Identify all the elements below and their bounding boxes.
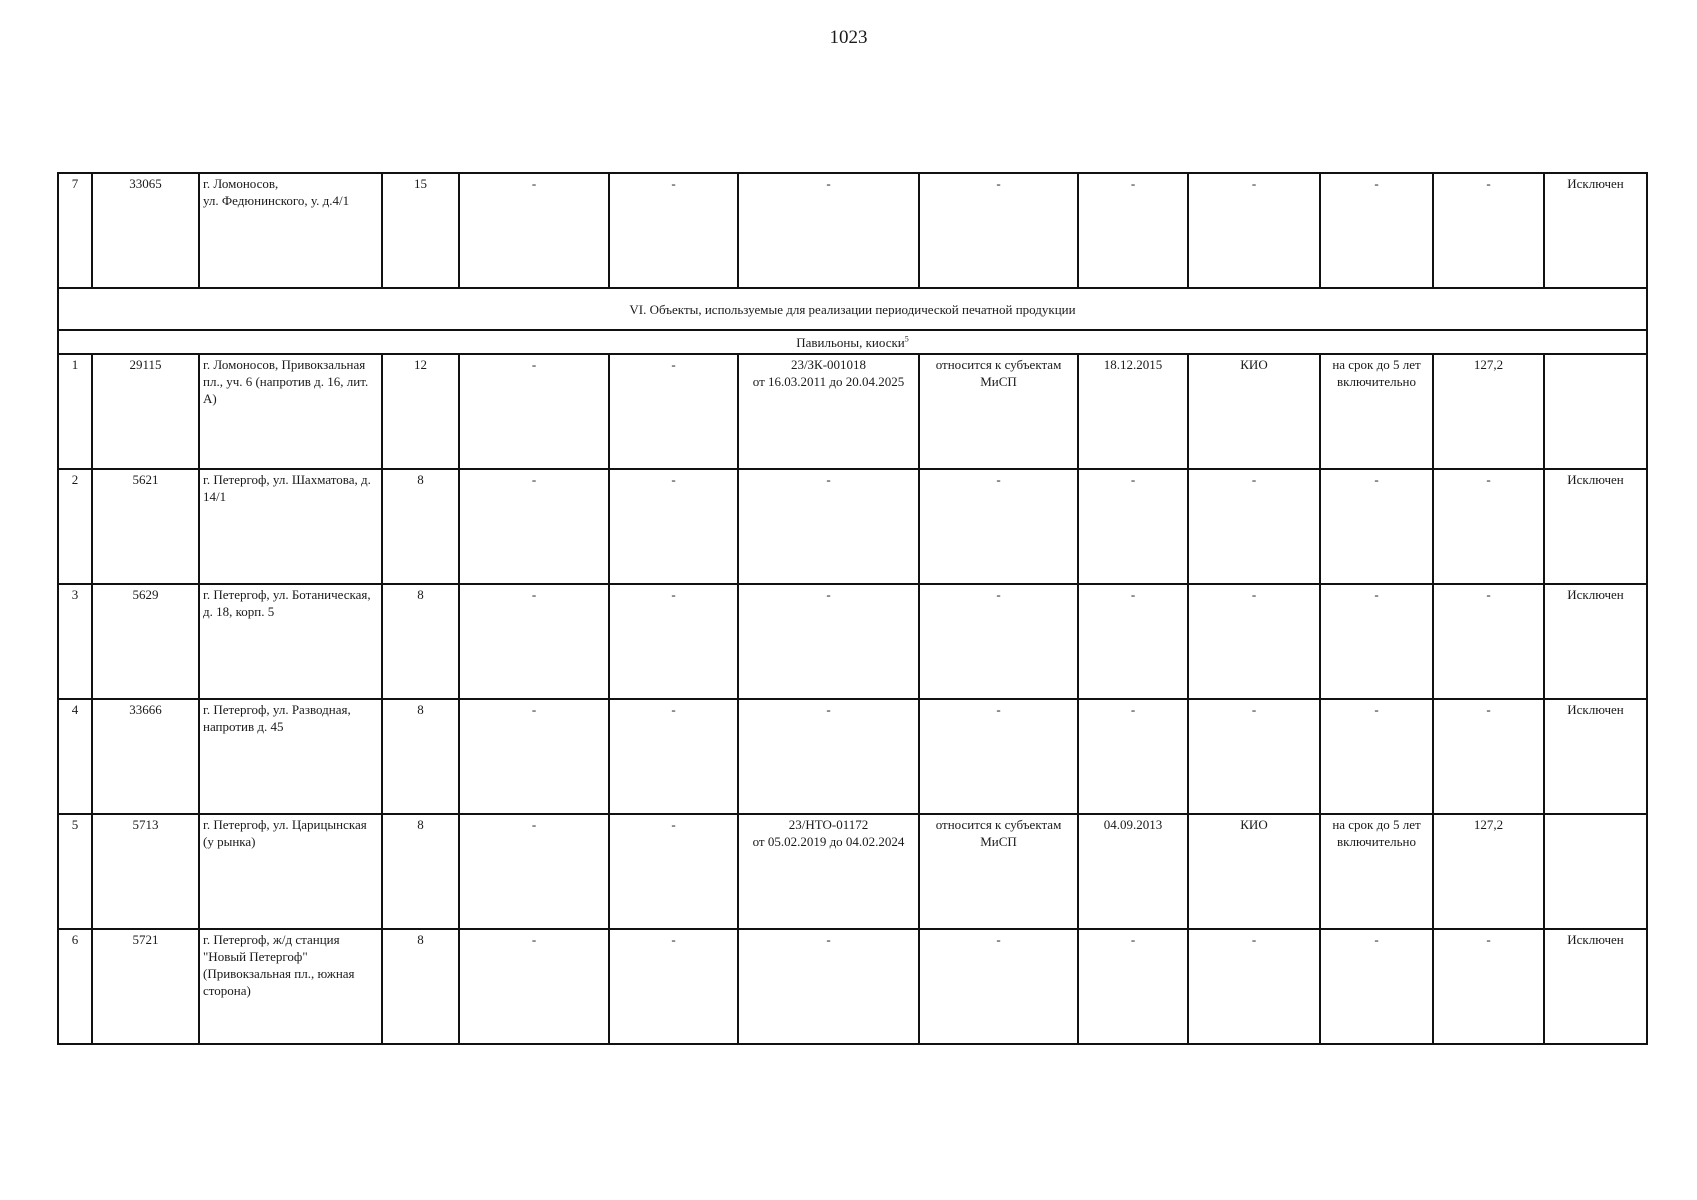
contract-cell: -: [738, 173, 919, 288]
area-cell: 8: [382, 699, 459, 814]
column-6-cell: -: [609, 354, 738, 469]
section-header-row: [58, 288, 1647, 330]
price-cell: -: [1433, 584, 1544, 699]
page-number: 1023: [829, 27, 868, 48]
date-cell: -: [1078, 699, 1188, 814]
column-5-cell: -: [459, 584, 609, 699]
note-cell: Исключен: [1544, 173, 1647, 288]
object-code-cell: 29115: [92, 354, 199, 469]
row-number-cell: 2: [58, 469, 92, 584]
table-row: [58, 584, 1647, 699]
organization-cell: -: [1188, 929, 1320, 1044]
organization-cell: КИО: [1188, 814, 1320, 929]
table-row: [58, 699, 1647, 814]
row-number-cell: 4: [58, 699, 92, 814]
object-code-cell: 5721: [92, 929, 199, 1044]
subsection-title-cell: [58, 330, 1647, 354]
smsp-status-cell: -: [919, 929, 1078, 1044]
column-5-cell: -: [459, 699, 609, 814]
address-cell: г. Ломоносов, ул. Федюнинского, у. д.4/1: [199, 173, 382, 288]
term-cell: на срок до 5 лет включительно: [1320, 814, 1433, 929]
price-cell: 127,2: [1433, 814, 1544, 929]
column-6-cell: -: [609, 173, 738, 288]
area-cell: 15: [382, 173, 459, 288]
term-cell: -: [1320, 173, 1433, 288]
contract-cell: 23/ЗК-001018 от 16.03.2011 до 20.04.2025: [738, 354, 919, 469]
section-block: [58, 288, 1647, 354]
term-cell: на срок до 5 лет включительно: [1320, 354, 1433, 469]
smsp-status-cell: относится к субъектам МиСП: [919, 354, 1078, 469]
term-cell: -: [1320, 929, 1433, 1044]
object-code-cell: 5713: [92, 814, 199, 929]
table-row: [58, 354, 1647, 469]
area-cell: 8: [382, 584, 459, 699]
subsection-title: Павильоны, киоски: [796, 334, 905, 350]
objects-table: [57, 172, 1648, 1045]
organization-cell: -: [1188, 699, 1320, 814]
price-cell: -: [1433, 173, 1544, 288]
address-cell: г. Петергоф, ул. Разводная, напротив д. 45: [199, 699, 382, 814]
object-code-cell: 33666: [92, 699, 199, 814]
date-cell: -: [1078, 173, 1188, 288]
column-5-cell: -: [459, 929, 609, 1044]
date-cell: -: [1078, 929, 1188, 1044]
subsection-footnote-mark: 5: [904, 334, 909, 344]
object-code-cell: 33065: [92, 173, 199, 288]
table-row: [58, 173, 1647, 288]
table-row: [58, 814, 1647, 929]
smsp-status-cell: -: [919, 699, 1078, 814]
row-number-cell: 7: [58, 173, 92, 288]
note-cell: [1544, 354, 1647, 469]
note-cell: Исключен: [1544, 584, 1647, 699]
organization-cell: -: [1188, 469, 1320, 584]
organization-cell: -: [1188, 173, 1320, 288]
row-number-cell: 1: [58, 354, 92, 469]
column-6-cell: -: [609, 814, 738, 929]
price-cell: 127,2: [1433, 354, 1544, 469]
smsp-status-cell: относится к субъектам МиСП: [919, 814, 1078, 929]
column-5-cell: -: [459, 814, 609, 929]
address-cell: г. Ломоносов, Привокзальная пл., уч. 6 (напротив д. 16, лит. А): [199, 354, 382, 469]
date-cell: -: [1078, 469, 1188, 584]
date-cell: -: [1078, 584, 1188, 699]
price-cell: -: [1433, 469, 1544, 584]
table-row: [58, 469, 1647, 584]
column-6-cell: -: [609, 469, 738, 584]
section-title: VI. Объекты, используемые для реализации периодической печатной продукции: [58, 288, 1647, 330]
column-6-cell: -: [609, 584, 738, 699]
column-6-cell: -: [609, 699, 738, 814]
term-cell: -: [1320, 699, 1433, 814]
note-cell: [1544, 814, 1647, 929]
smsp-status-cell: -: [919, 584, 1078, 699]
note-cell: Исключен: [1544, 699, 1647, 814]
subsection-header-row: [58, 330, 1647, 354]
column-5-cell: -: [459, 469, 609, 584]
table-row: [58, 929, 1647, 1044]
address-cell: г. Петергоф, ул. Царицынская (у рынка): [199, 814, 382, 929]
contract-cell: -: [738, 929, 919, 1044]
area-cell: 8: [382, 469, 459, 584]
contract-cell: -: [738, 699, 919, 814]
term-cell: -: [1320, 584, 1433, 699]
contract-cell: -: [738, 469, 919, 584]
contract-cell: -: [738, 584, 919, 699]
smsp-status-cell: -: [919, 469, 1078, 584]
address-cell: г. Петергоф, ул. Шахматова, д. 14/1: [199, 469, 382, 584]
note-cell: Исключен: [1544, 929, 1647, 1044]
address-cell: г. Петергоф, ж/д станция "Новый Петергоф" (Привокзальная пл., южная сторона): [199, 929, 382, 1044]
date-cell: 04.09.2013: [1078, 814, 1188, 929]
column-5-cell: -: [459, 173, 609, 288]
organization-cell: -: [1188, 584, 1320, 699]
table-body-main: [58, 354, 1647, 1044]
smsp-status-cell: -: [919, 173, 1078, 288]
table-body-top: [58, 173, 1647, 288]
area-cell: 8: [382, 929, 459, 1044]
area-cell: 12: [382, 354, 459, 469]
address-cell: г. Петергоф, ул. Ботаническая, д. 18, корп. 5: [199, 584, 382, 699]
organization-cell: КИО: [1188, 354, 1320, 469]
column-6-cell: -: [609, 929, 738, 1044]
contract-cell: 23/НТО-01172 от 05.02.2019 до 04.02.2024: [738, 814, 919, 929]
note-cell: Исключен: [1544, 469, 1647, 584]
object-code-cell: 5629: [92, 584, 199, 699]
date-cell: 18.12.2015: [1078, 354, 1188, 469]
price-cell: -: [1433, 699, 1544, 814]
area-cell: 8: [382, 814, 459, 929]
column-5-cell: -: [459, 354, 609, 469]
object-code-cell: 5621: [92, 469, 199, 584]
row-number-cell: 5: [58, 814, 92, 929]
term-cell: -: [1320, 469, 1433, 584]
row-number-cell: 6: [58, 929, 92, 1044]
price-cell: -: [1433, 929, 1544, 1044]
row-number-cell: 3: [58, 584, 92, 699]
